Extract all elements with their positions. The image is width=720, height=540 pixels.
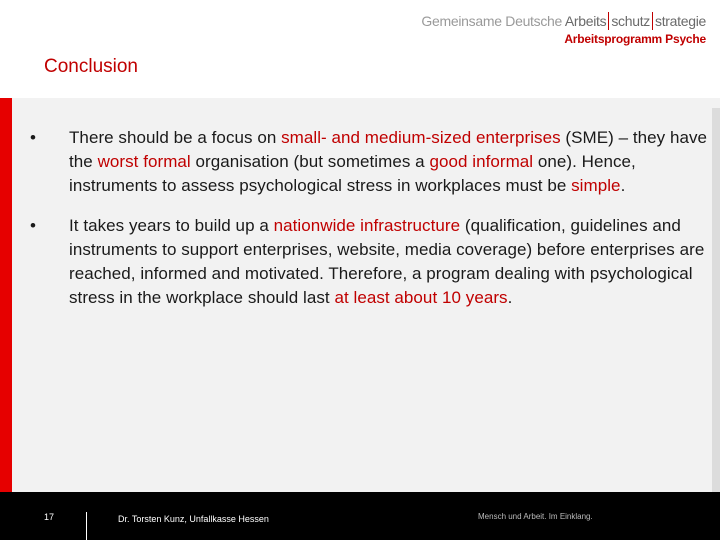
bullet-highlight: small- and medium-sized enterprises [281,128,561,147]
bullet-marker: • [30,128,37,147]
footer-bar [0,492,720,540]
slide-title: Conclusion [44,56,138,77]
bullet-highlight: at least about 10 years [334,288,508,307]
logo-text-part3: schutz [611,13,650,29]
logo-text-part1: Gemeinsame Deutsche [421,13,563,29]
bullet-text: There should be a focus on [69,128,282,147]
bullet-item [30,214,712,310]
bullet-text: one). Hence, instruments to assess psychological stress in workplaces must be [69,152,636,195]
footer-author: Dr. Torsten Kunz, Unfallkasse Hessen [118,514,269,524]
logo-divider [608,12,609,30]
bullet-list [30,126,712,326]
logo-subtitle: Arbeitsprogramm Psyche [564,32,706,46]
left-accent-bar [0,98,12,492]
bullet-text: (SME) – they have the [69,128,708,171]
bullet-text: (qualification, guidelines and instruments to support enterprises, website, media coverage) before enterprises are reached, informed and motivated. Therefore, a program dealing with psychological stress in the workplace should last [69,216,705,307]
logo-divider [652,12,653,30]
logo-wordmark [421,12,706,30]
bullet-text: . [507,288,513,307]
right-edge-bar [712,108,720,492]
logo-text-part4: strategie [655,13,706,29]
bullet-item [30,126,712,198]
bullet-text: . [620,176,626,195]
header-band [0,0,720,98]
bullet-marker: • [30,216,37,235]
bullet-highlight: nationwide infrastructure [273,216,461,235]
gdas-logo [421,8,706,52]
bullet-highlight: good informal [429,152,534,171]
bullet-text: It takes years to build up a [69,216,274,235]
footer-divider [86,512,87,540]
footer-slogan: Mensch und Arbeit. Im Einklang. [478,512,593,521]
bullet-highlight: worst formal [97,152,191,171]
logo-text-part2: Arbeits [564,13,607,29]
bullet-highlight: simple [571,176,621,195]
bullet-text: organisation (but sometimes a [190,152,430,171]
page-number: 17 [44,512,55,522]
